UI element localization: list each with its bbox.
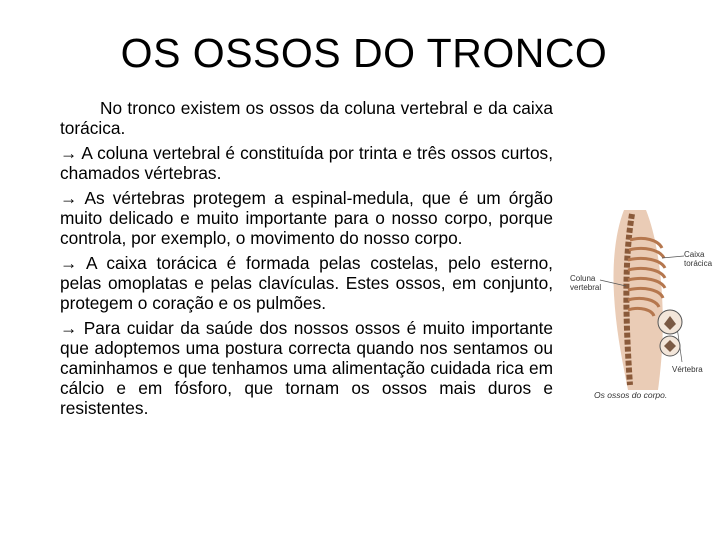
label-caixa-toracica	[684, 250, 712, 268]
paragraph-saude: → Para cuidar da saúde dos nossos ossos é muito importante que adoptemos uma postura correcta quando nos sentamos ou caminhamos e que tenhamos uma alimentação cuidada rica em cálcio e em fósforo, que tornam os ossos mais duros e resistentes.	[60, 318, 553, 418]
label-coluna-line2: vertebral	[570, 283, 602, 292]
slide-title: OS OSSOS DO TRONCO	[120, 30, 608, 76]
figure-caption: Os ossos do corpo.	[594, 390, 668, 400]
caixa-pointer	[662, 256, 684, 258]
label-coluna-vertebral	[570, 274, 601, 292]
paragraph-coluna: → A coluna vertebral é constituída por trinta e três ossos curtos, chamados vértebras.	[60, 143, 553, 183]
label-vertebra: Vértebra	[672, 365, 703, 374]
paragraph-vertebras: → As vértebras protegem a espinal-medula, que é um órgão muito delicado e muito importante para o nosso corpo, porque controla, por exemplo, o movimento do nosso corpo.	[60, 188, 553, 248]
paragraph-intro: No tronco existem os ossos da coluna vertebral e da caixa torácica.	[60, 98, 553, 138]
label-caixa-line2: torácica	[684, 259, 713, 268]
label-coluna-line1: Coluna	[570, 274, 596, 283]
trunk-skeleton-figure	[566, 200, 722, 408]
body-text	[60, 98, 553, 423]
paragraph-caixa: → A caixa torácica é formada pelas costelas, pelo esterno, pelas omoplatas e pelas clavículas. Estes ossos, em conjunto, protegem o coração e os pulmões.	[60, 253, 553, 313]
skeleton-illustration	[566, 200, 722, 408]
label-caixa-line1: Caixa	[684, 250, 705, 259]
